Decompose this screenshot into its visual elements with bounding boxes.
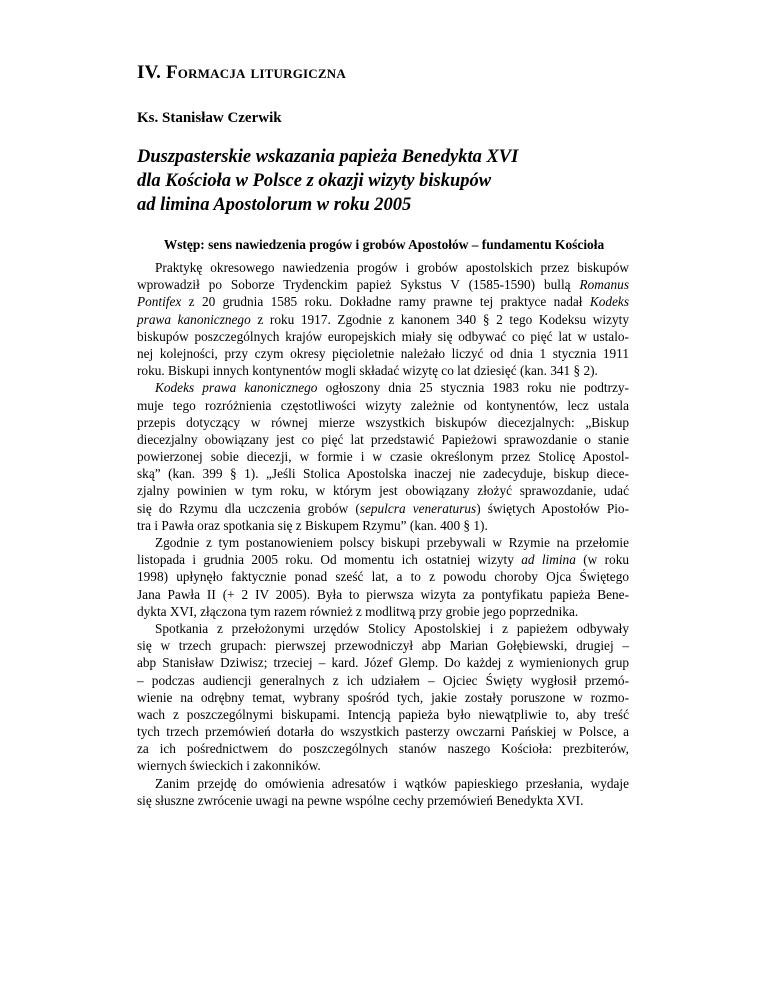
body-line: roku. Biskupi innych kontynentów mogli składać wizytę co lat dziesięć (kan. 341 § 2). bbox=[137, 363, 598, 379]
body-line: powierzonej sobie diecezji, w formie i w czasie określonym przez Stolicę Apostol- bbox=[137, 449, 629, 465]
body-line: wprowadził po Soborze Trydenckim papież Sykstus V (1585-1590) bullą Romanus bbox=[137, 277, 629, 293]
body-line: nej kolejności, przy czym okresy pięcioletnie należało liczyć od dnia 1 stycznia 1911 bbox=[137, 345, 629, 361]
body-line: 1998) upłynęło faktycznie ponad sześć lat, a to z powodu choroby Ojca Świętego bbox=[137, 569, 629, 585]
body-line: Spotkania z przełożonymi urzędów Stolicy Apostolskiej i z papieżem odbywały bbox=[155, 620, 629, 636]
body-line: diecezjalny obowiązany jest co pięć lat przedstawić Papieżowi sprawozdanie o stanie bbox=[137, 431, 629, 447]
article-title-line: ad limina Apostolorum w roku 2005 bbox=[137, 195, 412, 215]
body-line: wach z poszczególnymi biskupami. Intencją papieża było niewątpliwie to, aby treść bbox=[137, 706, 629, 722]
body-line: Pontifex z 20 grudnia 1585 roku. Dokładne ramy prawne tej praktyce nadał Kodeks bbox=[137, 294, 629, 310]
body-line: – podczas audiencji generalnych z ich udziałem – Ojciec Święty wygłosił przemó- bbox=[137, 672, 629, 688]
body-line: Kodeks prawa kanonicznego ogłoszony dnia 25 stycznia 1983 roku nie podtrzy- bbox=[155, 380, 629, 396]
section-title bbox=[137, 62, 346, 84]
section-subheading: Wstęp: sens nawiedzenia progów i grobów Apostołów – fundamentu Kościoła bbox=[163, 237, 605, 252]
author-name: Ks. Stanisław Czerwik bbox=[137, 110, 282, 126]
section-title-text: IV. Formacja liturgiczna bbox=[137, 62, 346, 83]
body-line: Jana Pawła II (+ 2 IV 2005). Była to pierwsza wizyta za pontyfikatu papieża Bene- bbox=[137, 586, 629, 602]
body-line: prawa kanonicznego z roku 1917. Zgodnie z kanonem 340 § 2 tego Kodeksu wizyty bbox=[137, 311, 629, 327]
article-title-line: Duszpasterskie wskazania papieża Benedykta XVI bbox=[137, 147, 519, 167]
body-line: za ich pośrednictwem do poszczególnych stanów naszego Kościoła: prezbiterów, bbox=[137, 741, 629, 757]
article-title-line: dla Kościoła w Polsce z okazji wizyty biskupów bbox=[137, 171, 492, 191]
body-line: przepis dotyczący w równej mierze wszystkich biskupów diecezjalnych: „Biskup bbox=[137, 414, 629, 430]
article-title bbox=[137, 145, 518, 217]
body-text bbox=[137, 259, 629, 809]
body-line: się słuszne zwrócenie uwagi na pewne wspólne cechy przemówień Benedykta XVI. bbox=[137, 792, 584, 808]
body-line: Zanim przejdę do omówienia adresatów i wątków papieskiego przesłania, wydaje bbox=[155, 775, 629, 791]
body-line: tych trzech przemówień dotarła do wszystkich pasterzy owczarni Pańskiej w Polsce, a bbox=[137, 724, 629, 740]
body-line: zjalny powinien w tym roku, w którym jest obowiązany złożyć sprawozdanie, udać bbox=[137, 483, 629, 499]
body-line: wienie na odrębny temat, wybrany spośród tych, jakie zostały poruszone w rozmo- bbox=[137, 689, 629, 705]
body-line: Zgodnie z tym postanowieniem polscy biskupi przebywali w Rzymie na przełomie bbox=[155, 535, 629, 550]
body-line: tra i Pawła oraz spotkania się z Biskupem Rzymu” (kan. 400 § 1). bbox=[137, 517, 488, 533]
body-line: muje tego rozróżnienia częstotliwości wizyty zależnie od kontynentów, lecz ustala bbox=[137, 397, 629, 413]
body-line: się do Rzymu dla uczczenia grobów (sepulcra veneraturus) świętych Apostołów Pio- bbox=[137, 500, 630, 516]
body-line: ską” (kan. 399 § 1). „Jeśli Stolica Apostolska inaczej nie zadecyduje, biskup diece- bbox=[137, 466, 629, 482]
body-line: biskupów poszczególnych krajów europejskich miały się odbywać co pięć lat w ustalo- bbox=[137, 328, 629, 344]
body-line: abp Stanisław Dziwisz; trzeciej – kard. Józef Glemp. Do każdej z wymienionych grup bbox=[137, 655, 629, 671]
body-line: listopada i grudnia 2005 roku. Od momentu ich ostatniej wizyty ad limina (w roku bbox=[137, 552, 629, 568]
body-line: Praktykę okresowego nawiedzenia progów i grobów apostolskich przez biskupów bbox=[155, 260, 629, 275]
body-line: wiernych świeckich i zakonników. bbox=[137, 758, 321, 774]
body-line: dykta XVI, złączona tym razem również z modlitwą przy grobie jego poprzednika. bbox=[137, 603, 579, 619]
body-line: się w trzech grupach: pierwszej przewodniczył abp Marian Gołębiewski, drugiej – bbox=[137, 638, 629, 654]
